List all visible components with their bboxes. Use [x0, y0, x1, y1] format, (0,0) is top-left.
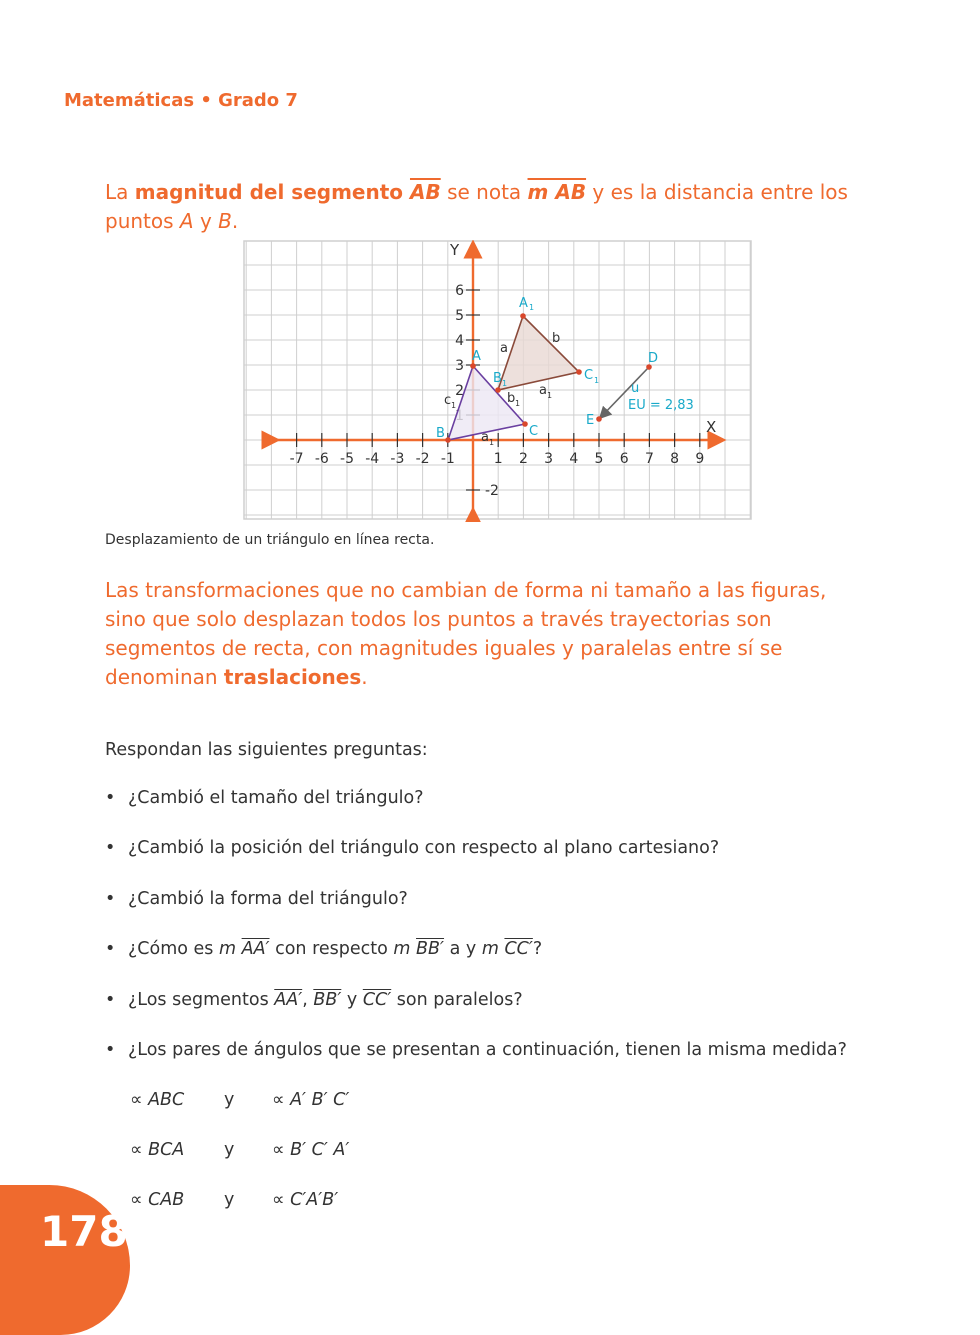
q4-m3: m [481, 939, 505, 960]
sub-a1: 1 [529, 303, 535, 312]
angle-pair [130, 1140, 430, 1190]
x-tick-label: -5 [340, 451, 354, 467]
y-tick-label: 3 [455, 358, 464, 374]
label-d: D [648, 351, 659, 366]
bullet: • [105, 888, 116, 909]
vertex-c [522, 421, 528, 427]
x-tick-label: 9 [695, 451, 705, 467]
bullet: • [105, 838, 116, 859]
x-tick-label: 3 [544, 451, 554, 467]
q5-text-4: son paralelos? [391, 989, 523, 1010]
bullet: • [105, 989, 116, 1010]
angle-pair [130, 1190, 430, 1240]
vertex-a [470, 363, 476, 369]
label-a: A [472, 349, 481, 364]
x-tick-label: -1 [440, 451, 455, 467]
bullet: • [105, 1039, 116, 1060]
label-a1: A [519, 296, 528, 311]
angle-pair [130, 1090, 430, 1140]
h1-text-5: . [231, 209, 239, 233]
h1-text-2: se nota [440, 180, 528, 204]
angle-left: ∝ BCA [130, 1140, 185, 1160]
page-number: 178 [40, 1207, 128, 1256]
q4-m2: m [393, 939, 417, 960]
image-triangle [498, 316, 579, 390]
angle-conjunction: y [224, 1090, 235, 1110]
question-item [105, 1040, 847, 1090]
vertex-b1 [495, 387, 501, 393]
q5-seg-aa: AA′ [274, 989, 303, 1010]
y-tick-label: 6 [455, 283, 464, 299]
x-tick-label: 1 [493, 451, 503, 467]
label-c: C [529, 424, 539, 439]
q5-text-2: , [302, 989, 314, 1010]
sub-b1: 1 [502, 379, 508, 388]
bullet: • [105, 788, 116, 808]
x-tick-label: 4 [569, 451, 579, 467]
sub-side-c1: 1 [451, 401, 457, 410]
x-tick-label: -6 [314, 451, 329, 467]
h2-text: Las transformaciones que no cambian de forma ni tamaño a las figuras, sino que solo desplazan todos los puntos a través trayectorias son segmentos de recta, con magnitudes iguales y paralelas entre sí se denominan [105, 578, 827, 689]
x-tick-label: -7 [289, 451, 304, 467]
side-label-a2: a [481, 430, 489, 445]
y-tick-label: 5 [455, 308, 464, 324]
label-u: u [631, 381, 640, 396]
q4-seg-aa: AA′ [241, 939, 270, 960]
questions-intro: Respondan las siguientes preguntas: [105, 740, 428, 760]
angle-right: ∝ B′ C′ A′ [272, 1140, 350, 1160]
question-item [105, 990, 847, 1040]
definition-magnitude [105, 178, 865, 236]
page-header: Matemáticas • Grado 7 [64, 90, 298, 111]
x-tick-label: 5 [594, 451, 604, 467]
cartesian-plane-figure [243, 240, 753, 522]
x-tick-label: 8 [670, 451, 680, 467]
q4-text-1: ¿Cómo es [128, 939, 219, 960]
q4-seg-bb: BB′ [416, 939, 445, 960]
y-tick-label: 2 [455, 383, 464, 399]
questions-list [105, 788, 847, 1090]
definition-translation [105, 576, 865, 692]
question-1: ¿Cambió el tamaño del triángulo? [128, 788, 424, 808]
q5-seg-bb: BB′ [313, 989, 342, 1010]
label-b: B [436, 426, 445, 441]
bullet: • [105, 939, 116, 960]
vertex-c1 [576, 369, 582, 375]
point-b: B [218, 209, 232, 233]
label-c1: C [584, 368, 594, 383]
angle-left: ∝ ABC [130, 1090, 185, 1110]
figure-caption: Desplazamiento de un triángulo en línea recta. [105, 532, 435, 548]
question-3: ¿Cambió la forma del triángulo? [128, 888, 408, 909]
question-6: ¿Los pares de ángulos que se presentan a continuación, tienen la misma medida? [128, 1039, 847, 1060]
sub-c1: 1 [594, 376, 600, 385]
y-tick-label: 4 [455, 333, 464, 349]
angle-right: ∝ C′A′B′ [272, 1190, 339, 1210]
x-tick-label: -3 [390, 451, 405, 467]
h1-bold: magnitud del segmento [134, 180, 410, 204]
angle-pairs [130, 1090, 430, 1240]
label-eu: EU = 2,83 [628, 398, 694, 413]
sub-side-a1: 1 [547, 391, 553, 400]
side-label-c1: c [444, 393, 452, 408]
vertex-b [445, 437, 451, 443]
angle-conjunction: y [224, 1140, 235, 1160]
sub-side-b1: 1 [515, 399, 521, 408]
angle-left: ∝ CAB [130, 1190, 185, 1210]
side-label-b: b [552, 331, 561, 346]
angle-right: ∝ A′ B′ C′ [272, 1090, 350, 1110]
question-item [105, 939, 847, 989]
angle-conjunction: y [224, 1190, 235, 1210]
point-e [596, 416, 602, 422]
q4-text-4: ? [532, 939, 543, 960]
side-label-a: a [500, 341, 508, 356]
q5-seg-cc: CC′ [362, 989, 392, 1010]
h1-text-4: y [193, 209, 219, 233]
h1-text-1: La [105, 180, 135, 204]
q4-seg-cc: CC′ [504, 939, 533, 960]
question-item [105, 788, 847, 838]
x-tick-label: -4 [365, 451, 380, 467]
h1-text-3: y es la distancia entre los puntos [105, 180, 848, 233]
x-tick-label: 7 [644, 451, 654, 467]
side-label-a1: a [539, 383, 547, 398]
x-axis-label: X [706, 418, 717, 436]
q4-text-2: con respecto [269, 939, 394, 960]
segment-ab: $\overline{AB}$ [409, 180, 441, 204]
question-item [105, 838, 847, 888]
h2-bold-term: traslaciones [223, 665, 362, 689]
h2-period: . [361, 665, 368, 689]
label-b1: B [493, 371, 502, 386]
sub-side-a2: 1 [489, 438, 495, 447]
vertex-a1 [520, 313, 526, 319]
x-tick-label: -2 [415, 451, 430, 467]
x-tick-label: 6 [619, 451, 629, 467]
q4-text-3: a y [444, 939, 482, 960]
q5-text-3: y [341, 989, 363, 1010]
y-tick-label: -2 [485, 483, 499, 499]
point-a: A [179, 209, 194, 233]
label-e: E [586, 413, 595, 428]
x-tick-label: 2 [518, 451, 528, 467]
q4-m1: m [218, 939, 242, 960]
q5-text-1: ¿Los segmentos [128, 989, 275, 1010]
side-label-b1: b [507, 391, 516, 406]
question-item [105, 889, 847, 939]
question-2: ¿Cambió la posición del triángulo con respecto al plano cartesiano? [128, 838, 720, 859]
y-axis-label: Y [450, 241, 460, 259]
magnitude-ab: m AB [527, 180, 587, 204]
